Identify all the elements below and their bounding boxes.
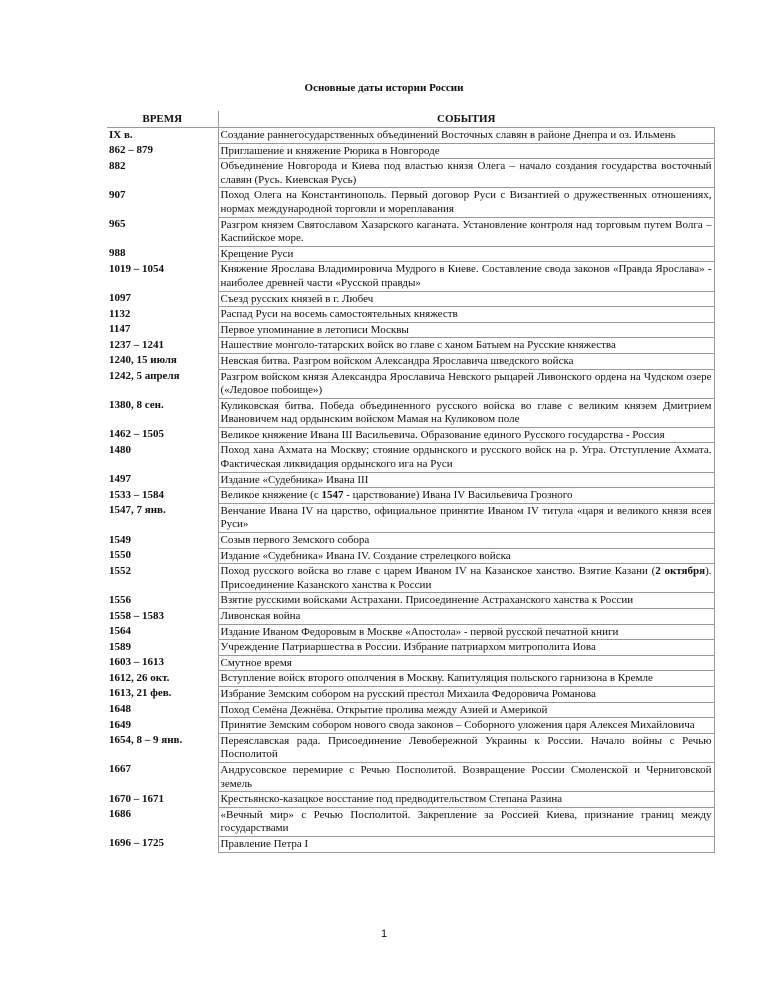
table-row [107,322,714,338]
event-date: 1564 [109,625,131,638]
event-description: Издание «Судебника» Ивана IV. Создание стрелецкого войска [218,548,714,564]
event-description: Венчание Ивана IV на царство, официальное принятие Иваном IV титула «царя и великого князя всея Руси» [218,503,714,532]
table-header-row [107,111,714,128]
table-row [107,398,714,427]
event-date: 862 – 879 [109,144,153,157]
event-description: Андрусовское перемирие с Речью Посполитой. Возвращение России Смоленской и Черниговской земель [218,762,714,791]
table-row [107,733,714,762]
table-row [107,291,714,307]
event-description: Крещение Руси [218,246,714,262]
table-row [107,624,714,640]
table-row [107,246,714,262]
event-description: Великое княжение Ивана III Васильевича. Образование единого Русского государства - Россия [218,427,714,443]
event-description: Поход Олега на Константинополь. Первый договор Руси с Византией о дружественных отношениях, нормах международной торговли и мореплавания [218,188,714,217]
event-date: 1242, 5 апреля [109,370,180,382]
table-row [107,533,714,549]
event-date: 1670 – 1671 [109,792,164,805]
event-date: IX в. [109,129,133,141]
event-description: Издание Иваном Федоровым в Москве «Апостола» - первой русской печатной книги [218,624,714,640]
event-description: Учреждение Патриаршества в России. Избрание патриархом митрополита Иова [218,640,714,656]
event-description: Создание раннегосударственных объединений Восточных славян в районе Днепра и оз. Ильмень [218,128,714,144]
event-date: 1497 [109,473,131,486]
event-description: Княжение Ярослава Владимировича Мудрого в Киеве. Составление свода законов «Правда Ярослава» - наиболее древней части «Русской правды» [218,262,714,291]
column-header-time: ВРЕМЯ [107,111,218,128]
table-row [107,443,714,472]
event-date: 988 [109,247,126,260]
table-row [107,593,714,609]
event-description: Правление Петра I [218,836,714,852]
event-description: Куликовская битва. Победа объединенного русского войска во главе с великим князем Дмитрием Ивановичем над ордынским войском Мамая на Куликовом поле [218,398,714,427]
event-text: Великое княжение (с [220,489,322,502]
event-date: 1132 [109,307,131,320]
chronology-table [107,111,715,853]
event-description: Издание «Судебника» Ивана III [218,472,714,488]
event-date: 1589 [109,640,131,653]
event-description: Взятие русскими войсками Астрахани. Присоединение Астраханского ханства к России [218,593,714,609]
event-date: 1237 – 1241 [109,338,164,351]
event-date: 1019 – 1054 [109,262,164,275]
table-row [107,128,714,144]
table-row [107,427,714,443]
table-row [107,143,714,159]
event-text: ). Присоединение Казанского ханства к России [220,565,712,591]
event-date: 1462 – 1505 [109,428,164,441]
event-description: Разгром князем Святославом Хазарского каганата. Установление контроля над торговым путем Волга – Каспийское море. [218,217,714,246]
event-description: Объединение Новгорода и Киева под властью князя Олега – начало создания государства восточный славян (Русь. Киевская Русь) [218,159,714,188]
table-row [107,718,714,734]
table-row [107,353,714,369]
column-header-events: СОБЫТИЯ [218,111,714,128]
event-description: «Вечный мир» с Речью Посполитой. Закрепление за Россией Киева, признание границ между государствами [218,807,714,836]
table-row [107,503,714,532]
table-row [107,159,714,188]
event-description: Разгром войском князя Александра Ярославича Невского рыцарей Ливонского ордена на Чудском озере («Ледовое побоище») [218,369,714,398]
table-row [107,369,714,398]
table-row [107,307,714,323]
event-description: Приглашение и княжение Рюрика в Новгороде [218,143,714,159]
table-row [107,640,714,656]
document-title: Основные даты истории России [304,82,464,94]
event-description: Переяславская рада. Присоединение Левобережной Украины к России. Начало войны с Речью Посполитой [218,733,714,762]
event-emphasis: 1547 [321,489,344,502]
table-row [107,655,714,671]
table-row [107,472,714,488]
event-date: 1654, 8 – 9 янв. [109,734,183,747]
event-date: 1240, 15 июля [109,354,177,367]
table-row [107,686,714,702]
event-date: 1558 – 1583 [109,609,164,622]
event-date: 1649 [109,718,131,731]
table-row [107,217,714,246]
event-description: Съезд русских князей в г. Любеч [218,291,714,307]
table-row [107,792,714,808]
event-emphasis: 2 октября [655,565,706,578]
event-description: Созыв первого Земского собора [218,533,714,549]
table-row [107,609,714,625]
table-row [107,548,714,564]
table-row [107,702,714,718]
event-description: Ливонская война [218,609,714,625]
event-description [218,564,714,593]
event-date: 1603 – 1613 [109,656,164,669]
table-row [107,836,714,852]
event-description: Вступление войск второго ополчения в Москву. Капитуляция польского гарнизона в Кремле [218,671,714,687]
event-date: 1547, 7 янв. [109,504,166,517]
event-description: Поход Семёна Дежнёва. Открытие пролива между Азией и Америкой [218,702,714,718]
table-row [107,671,714,687]
event-description: Смутное время [218,655,714,671]
event-date: 1097 [109,292,131,305]
event-text: - царствование) Ивана IV Васильевича Грозного [343,489,573,502]
event-date: 1696 – 1725 [109,837,164,850]
event-date: 1556 [109,593,131,606]
event-description: Принятие Земским собором нового свода законов – Соборного уложения царя Алексея Михайловича [218,718,714,734]
event-date: 1648 [109,703,131,716]
table-row [107,762,714,791]
page-number: 1 [380,928,388,940]
table-row [107,188,714,217]
event-date: 907 [109,188,126,201]
event-date: 965 [109,218,126,231]
table-row [107,338,714,354]
event-description: Первое упоминание в летописи Москвы [218,322,714,338]
event-date: 1667 [109,763,131,776]
event-description: Крестьянско-казацкое восстание под предводительством Степана Разина [218,792,714,808]
event-date: 1480 [109,443,131,456]
event-description: Невская битва. Разгром войском Александра Ярославича шведского войска [218,353,714,369]
table-row [107,262,714,291]
event-description: Нашествие монголо-татарских войск во главе с ханом Батыем на Русские княжества [218,338,714,354]
table-row [107,807,714,836]
table-row [107,564,714,593]
event-date: 1613, 21 фев. [109,687,172,700]
table-body [107,128,714,853]
event-date: 1147 [109,323,131,336]
event-text: Поход русского войска во главе с царем Иваном IV на Казанское ханство. Взятие Казани ( [220,565,656,578]
event-description: Поход хана Ахмата на Москву; стояние ордынского и русского войск на р. Угра. Отступление Ахмата. Фактическая ликвидация ордынского ига на Руси [218,443,714,472]
event-date: 1552 [109,564,131,577]
event-date: 1549 [109,533,131,546]
event-date: 1533 – 1584 [109,488,164,501]
event-date: 1550 [109,549,131,562]
table-row [107,488,714,504]
event-description [218,488,714,504]
event-date: 1686 [109,808,131,821]
event-description: Распад Руси на восемь самостоятельных княжеств [218,307,714,323]
event-description: Избрание Земским собором на русский престол Михаила Федоровича Романова [218,686,714,702]
event-date: 1612, 26 окт. [109,671,170,684]
event-date: 1380, 8 сен. [109,399,164,412]
event-date: 882 [109,159,126,172]
